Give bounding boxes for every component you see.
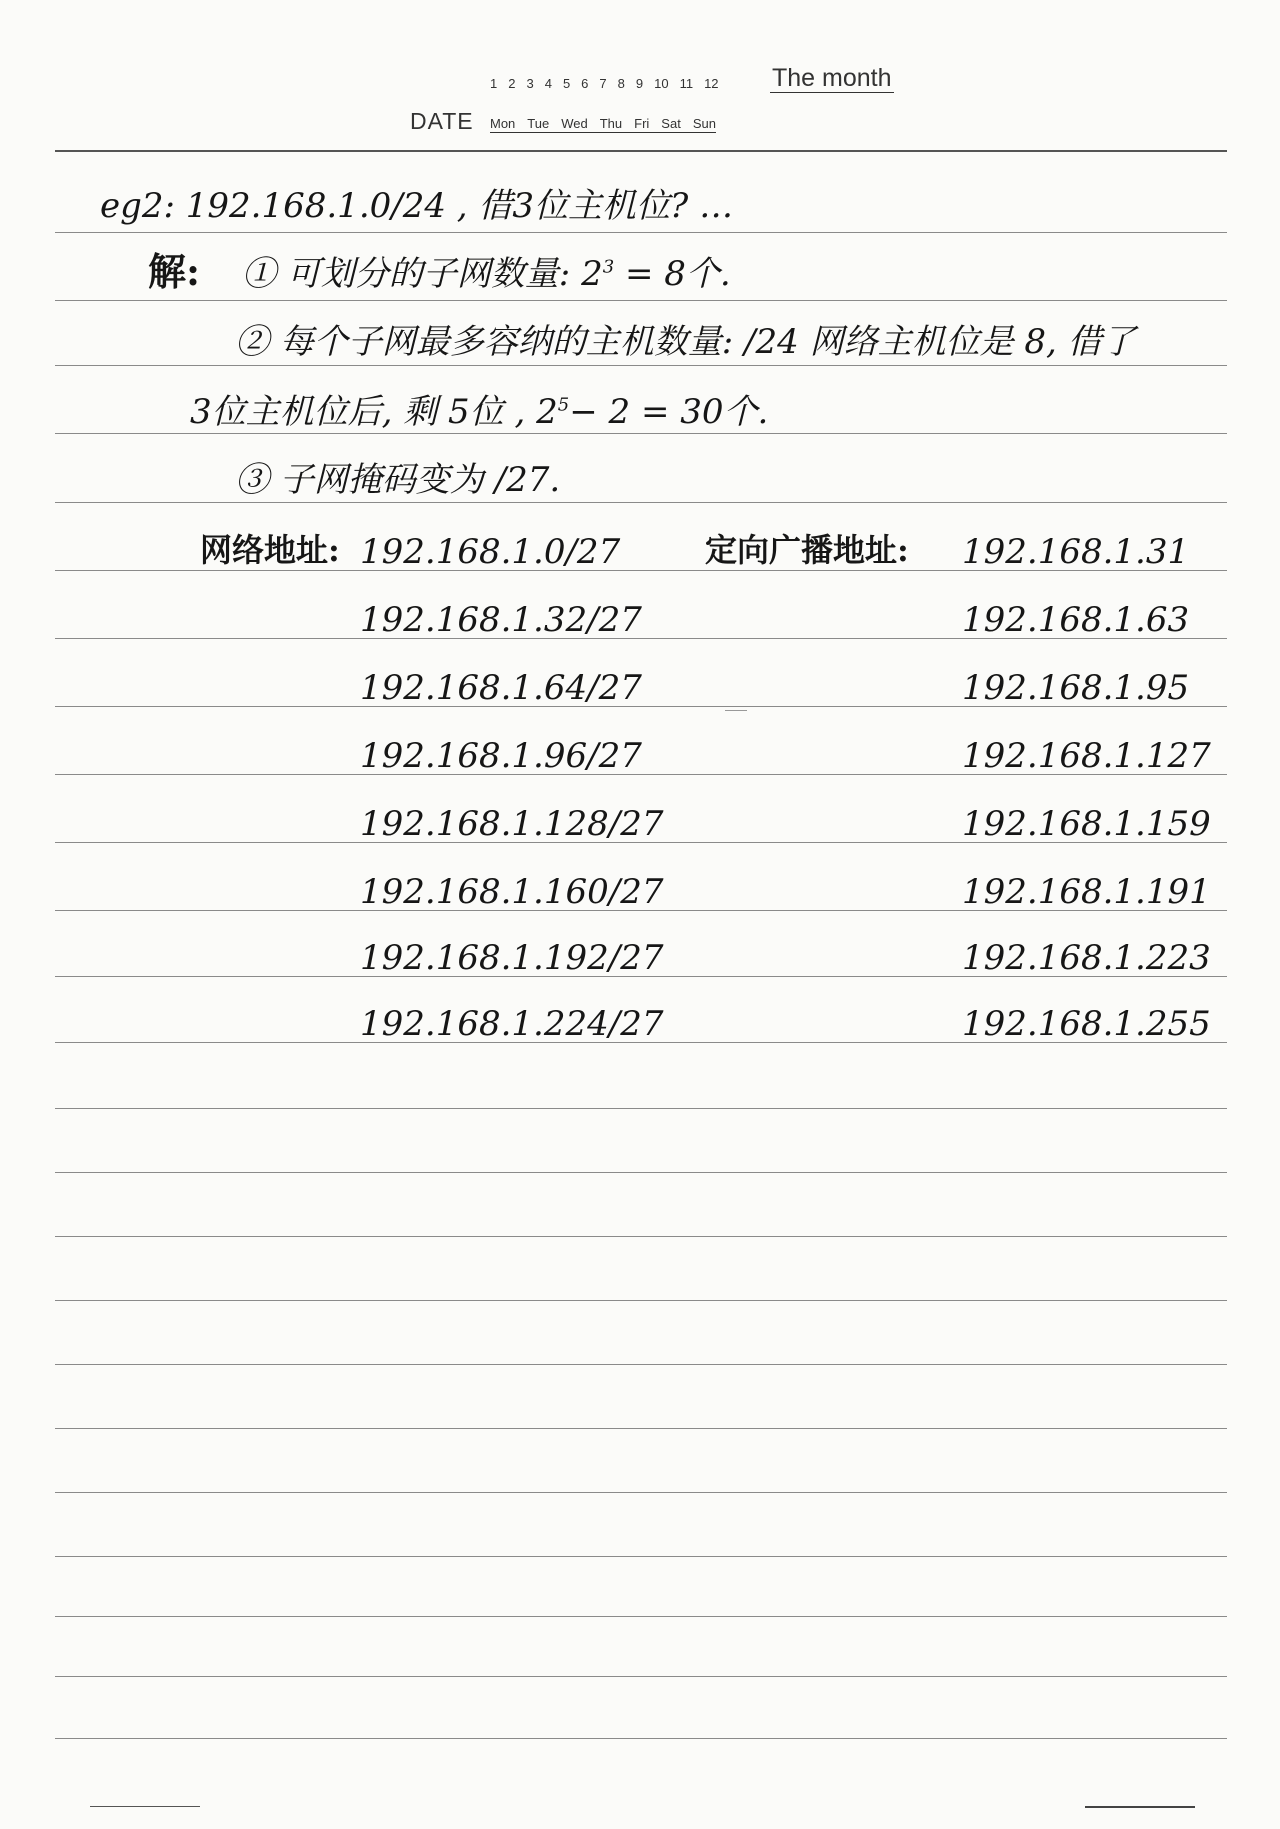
step-1-text: ① 可划分的子网数量: 2 — [242, 254, 603, 294]
month-number: 2 — [508, 76, 516, 91]
weekday: Mon — [490, 116, 516, 131]
step-2-line-2 — [190, 392, 768, 432]
weekday-labels — [490, 116, 716, 133]
step-1 — [242, 254, 731, 294]
ruled-line — [55, 1236, 1227, 1237]
ruled-line — [55, 232, 1227, 233]
broadcast-address: 192.168.1.95 — [962, 668, 1190, 708]
date-label: DATE — [410, 108, 474, 134]
month-numbers — [490, 76, 719, 91]
month-number: 5 — [562, 76, 571, 91]
month-number: 10 — [654, 76, 669, 91]
broadcast-address: 192.168.1.31 — [962, 532, 1190, 572]
weekday: Wed — [561, 116, 588, 131]
network-address: 192.168.1.224/27 — [360, 1004, 664, 1044]
ruled-line — [55, 1300, 1227, 1301]
month-number: 7 — [599, 76, 607, 91]
weekday: Sun — [692, 116, 716, 131]
ruled-line — [55, 1428, 1227, 1429]
month-number: 12 — [704, 76, 719, 91]
broadcast-address: 192.168.1.127 — [962, 736, 1211, 776]
example-line: eg2: 192.168.1.0/24 , 借3位主机位? … — [100, 186, 734, 226]
network-address: 192.168.1.0/27 — [360, 532, 621, 572]
ruled-line — [55, 1738, 1227, 1739]
ruled-line — [55, 150, 1227, 152]
month-number: 9 — [635, 76, 644, 91]
ruled-line — [55, 1492, 1227, 1493]
weekday: Sat — [661, 116, 681, 131]
step-2-result: − 2 = 30个. — [569, 392, 769, 432]
weekday: Fri — [634, 116, 650, 131]
page-edge-mark — [90, 1806, 200, 1807]
step-1-result: = 8个. — [614, 254, 731, 294]
pen-smudge — [725, 710, 747, 711]
solution-label: 解: — [148, 249, 201, 294]
step-2-exponent: 5 — [557, 394, 570, 416]
broadcast-address: 192.168.1.63 — [962, 600, 1190, 640]
ruled-line — [55, 502, 1227, 503]
step-3: ③ 子网掩码变为 /27. — [235, 460, 561, 500]
ruled-line — [55, 365, 1227, 366]
network-address: 192.168.1.64/27 — [360, 668, 642, 708]
step-2-line-1: ② 每个子网最多容纳的主机数量: /24 网络主机位是 8, 借了 — [235, 322, 1136, 362]
month-number: 3 — [526, 76, 534, 91]
the-month-label: The month — [772, 64, 892, 92]
network-address: 192.168.1.32/27 — [360, 600, 642, 640]
ruled-line — [55, 1172, 1227, 1173]
ruled-line — [55, 1616, 1227, 1617]
weekday: Thu — [599, 116, 623, 131]
ruled-line — [55, 1556, 1227, 1557]
broadcast-address-label: 定向广播地址: — [705, 531, 909, 569]
network-address: 192.168.1.96/27 — [360, 736, 642, 776]
broadcast-address: 192.168.1.191 — [962, 872, 1211, 912]
step-1-exponent: 3 — [602, 256, 615, 278]
ruled-line — [55, 300, 1227, 301]
network-address: 192.168.1.160/27 — [360, 872, 664, 912]
broadcast-address: 192.168.1.159 — [962, 804, 1211, 844]
month-number: 8 — [617, 76, 625, 91]
network-address-label: 网络地址: — [200, 531, 340, 569]
ruled-line — [55, 1676, 1227, 1677]
network-address: 192.168.1.128/27 — [360, 804, 664, 844]
network-address: 192.168.1.192/27 — [360, 938, 664, 978]
ruled-line — [55, 433, 1227, 434]
broadcast-address: 192.168.1.255 — [962, 1004, 1211, 1044]
page-edge-mark — [1085, 1806, 1195, 1808]
month-number: 6 — [581, 76, 589, 91]
month-number: 1 — [490, 76, 498, 91]
ruled-line — [55, 1364, 1227, 1365]
month-number: 11 — [679, 76, 694, 91]
ruled-line — [55, 1108, 1227, 1109]
weekday: Tue — [527, 116, 550, 131]
broadcast-address: 192.168.1.223 — [962, 938, 1211, 978]
step-2-text: 3位主机位后, 剩 5位 , 2 — [190, 392, 558, 432]
month-number: 4 — [544, 76, 552, 91]
